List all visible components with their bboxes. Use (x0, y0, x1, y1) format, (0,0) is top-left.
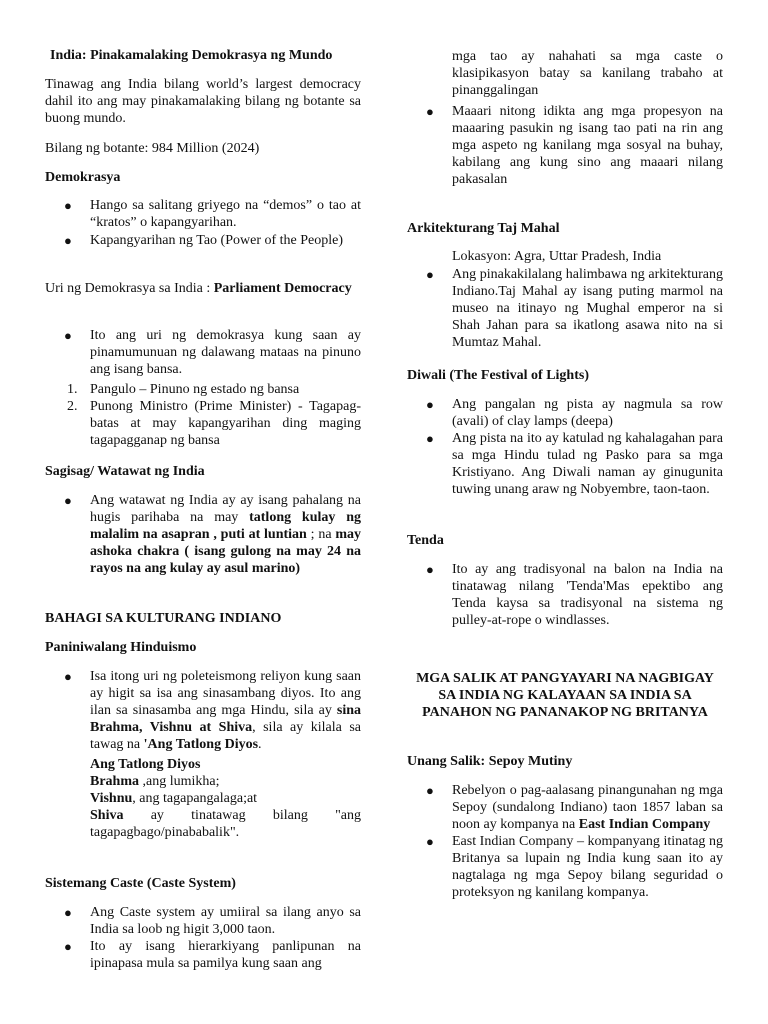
list-item: ● Ito ay ang tradisyonal na balon na India na tinatawag nilang 'Tenda'Mas epektibo ang Tenda kaysa sa tradisyonal na sistema ng pulley-at-rope o windlasses. (426, 562, 723, 628)
taj-location: Lokasyon: Agra, Uttar Pradesh, India (452, 249, 662, 264)
intro-paragraph: Tinawag ang India bilang world’s largest democracy dahil ito ang may pinakamalaking bilang ng botante sa buong mundo. (45, 77, 361, 126)
list-item: ● Maaari nitong idikta ang mga propesyon na maaaring pasukin ng isang tao pati na rin ang mga aspeto ng kanilang mga sosyal na buhay, kabilang ang kung sino ang maaari nilang pakasalan (426, 104, 723, 187)
uri-list (45, 327, 361, 378)
list-item: ● Ang pangalan ng pista ay nagmula sa row (avali) of clay lamps (deepa) (426, 397, 723, 429)
demokrasya-heading: Demokrasya (45, 170, 121, 185)
list-item: 2. Punong Ministro (Prime Minister) - Tagapag-batas at may kapangyarihan ding maging tagapagganap ng bansa (67, 399, 361, 448)
hinduismo-list (45, 668, 361, 753)
brahma-line: Brahma ,ang lumikha; (90, 774, 220, 789)
bahagi-heading: BAHAGI SA KULTURANG INDIANO (45, 611, 282, 626)
caste-continuation: mga tao ay nahahati sa mga caste o klasipikasyon batay sa kanilang trabaho at pinanggalingan (452, 49, 723, 98)
list-item: ● Ang pinakakilalang halimbawa ng arkitekturang Indiano.Taj Mahal ay isang puting marmol na museo na itinayo ng Mughal emperor na si Shah Jahan para sa ikatlong asawa nito na si Mumtaz Mahal. (426, 267, 723, 350)
bullet-icon: ● (426, 431, 434, 446)
taj-list (407, 266, 723, 351)
bullet-icon: ● (426, 783, 434, 798)
list-item: 1. Pangulo – Pinuno ng estado ng bansa (67, 382, 300, 397)
diwali-list (407, 396, 723, 498)
bullet-icon: ● (64, 669, 72, 684)
bullet-icon: ● (426, 267, 434, 282)
bullet-icon: ● (64, 905, 72, 920)
list-item: ● Ang pista na ito ay katulad ng kahalagahan para sa mga Hindu tulad ng Pasko para sa mga Kristiyano. Ang Diwali naman ay ginugunita tuwing unang araw ng Nobyembre, taon-taon. (426, 431, 723, 497)
list-item: ● Ito ay isang hierarkiyang panlipunan na ipinapasa mula sa pamilya kung saan ang (64, 939, 361, 971)
tatlong-diyos-block (90, 756, 361, 841)
vishnu-line: Vishnu, ang tagapangalaga;at (90, 791, 258, 806)
demokrasya-list (45, 197, 361, 249)
salik-heading: MGA SALIK AT PANGYAYARI NA NAGBIGAY SA INDIA NG KALAYAAN SA INDIA SA PANAHON NG PANANAKOP NG BRITANYA (416, 671, 714, 720)
caste-list-continued (407, 103, 723, 188)
voters-line: Bilang ng botante: 984 Million (2024) (45, 141, 260, 156)
bullet-icon: ● (64, 493, 72, 508)
caste-list (45, 904, 361, 972)
tatlong-diyos-heading: Ang Tatlong Diyos (90, 757, 201, 772)
sepoy-list (407, 782, 723, 901)
bullet-icon: ● (64, 233, 72, 248)
list-item: ● Rebelyon o pag-aalasang pinangunahan ng mga Sepoy (sundalong Indiano) taon 1857 laban sa noon ay kompanya na East Indian Company (426, 783, 723, 832)
sagisag-heading: Sagisag/ Watawat ng India (45, 464, 205, 479)
list-item: ● East Indian Company – kompanyang itinatag ng Britanya sa lupain ng India kung saan ito ay nagtalaga ng mga Sepoy bilang seguridad o proteksyon ng kanilang kompanya. (426, 834, 723, 900)
bullet-icon: ● (64, 939, 72, 954)
list-item: ● Kapangyarihan ng Tao (Power of the People) (64, 233, 344, 248)
bullet-icon: ● (426, 834, 434, 849)
caste-heading: Sistemang Caste (Caste System) (45, 876, 236, 891)
tenda-list (407, 561, 723, 629)
list-item: ● Isa itong uri ng poleteismong reliyon kung saan ay higit sa isa ang sinasambang diyos. Ito ang ilan sa sinasamba ang mga Hindu, sila ay sina Brahma, Vishnu at Shiva, sila ay kilala sa tawag na 'Ang Tatlong Diyos. (64, 669, 361, 752)
shiva-line: Shiva ay tinatawag bilang "ang tagapagbago/pinababalik". (90, 808, 361, 840)
document-title: India: Pinakamalaking Demokrasya ng Mundo (50, 48, 333, 63)
bullet-icon: ● (426, 104, 434, 119)
diwali-heading: Diwali (The Festival of Lights) (407, 368, 589, 383)
bullet-icon: ● (426, 397, 434, 412)
sagisag-list (45, 492, 361, 577)
hinduismo-heading: Paniniwalang Hinduismo (45, 640, 197, 655)
list-item: ● Hango sa salitang griyego na “demos” o tao at “kratos” o kapangyarihan. (64, 198, 361, 230)
list-item: ● Ang Caste system ay umiiral sa ilang anyo sa India sa loob ng higit 3,000 taon. (64, 905, 361, 937)
list-item: ● Ang watawat ng India ay ay isang pahalang na hugis parihaba na may tatlong kulay ng malalim na asapran , puti at luntian ; na may ashoka chakra ( isang gulong na may 24 na rayos na ang kulay ay asul marino) (64, 493, 361, 576)
tenda-heading: Tenda (407, 533, 444, 548)
uri-numbered-list (45, 381, 361, 449)
bullet-icon: ● (426, 562, 434, 577)
bullet-icon: ● (64, 198, 72, 213)
uri-demokrasya-line: Uri ng Demokrasya sa India : Parliament Democracy (45, 281, 352, 296)
sepoy-heading: Unang Salik: Sepoy Mutiny (407, 754, 573, 769)
list-item: ● Ito ang uri ng demokrasya kung saan ay pinamumunuan ng dalawang mataas na pinuno ang isang bansa. (64, 328, 361, 377)
taj-heading: Arkitekturang Taj Mahal (407, 221, 560, 236)
bullet-icon: ● (64, 328, 72, 343)
